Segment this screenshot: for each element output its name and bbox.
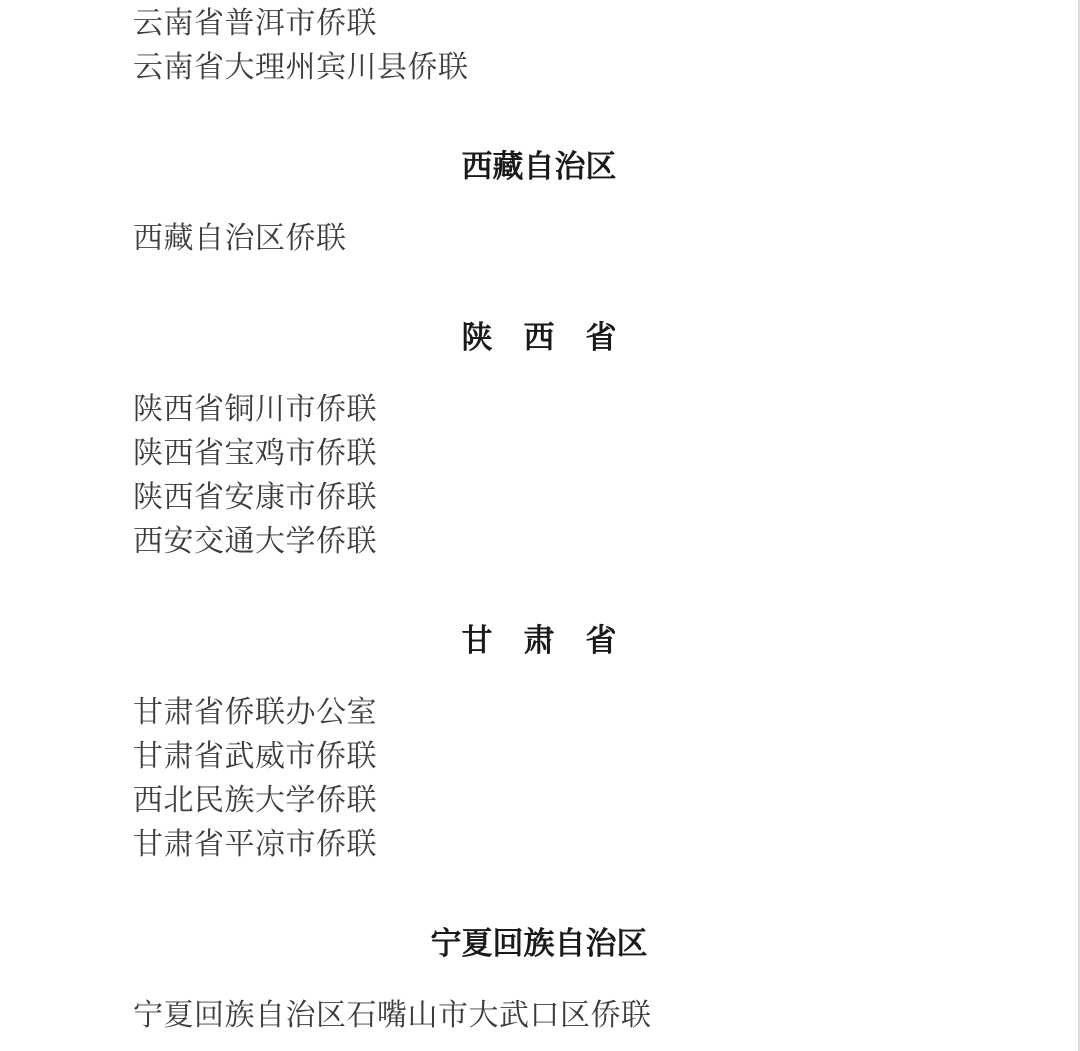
document-content — [0, 2, 1078, 1038]
province-section-header: 甘 肃 省 — [461, 623, 617, 658]
org-list-item: 宁夏回族自治区石嘴山市大武口区侨联 — [133, 999, 652, 1032]
province-section-header: 宁夏回族自治区 — [430, 926, 648, 961]
org-list-item: 甘肃省侨联办公室 — [133, 696, 377, 729]
org-list-item: 西北民族大学侨联 — [133, 784, 377, 817]
org-list-item: 甘肃省武威市侨联 — [133, 740, 377, 773]
province-section-header: 西藏自治区 — [461, 149, 617, 184]
org-list-item: 陕西省铜川市侨联 — [133, 393, 377, 426]
org-list-item: 陕西省安康市侨联 — [133, 481, 377, 514]
province-section-header: 陕 西 省 — [461, 320, 617, 355]
org-list-item: 甘肃省平凉市侨联 — [133, 828, 377, 861]
org-list-item: 云南省普洱市侨联 — [133, 7, 377, 40]
org-list-item: 西藏自治区侨联 — [133, 222, 347, 255]
org-list-item: 陕西省宝鸡市侨联 — [133, 437, 377, 470]
org-list-item: 云南省大理州宾川县侨联 — [133, 51, 469, 84]
org-list-item: 西安交通大学侨联 — [133, 525, 377, 558]
